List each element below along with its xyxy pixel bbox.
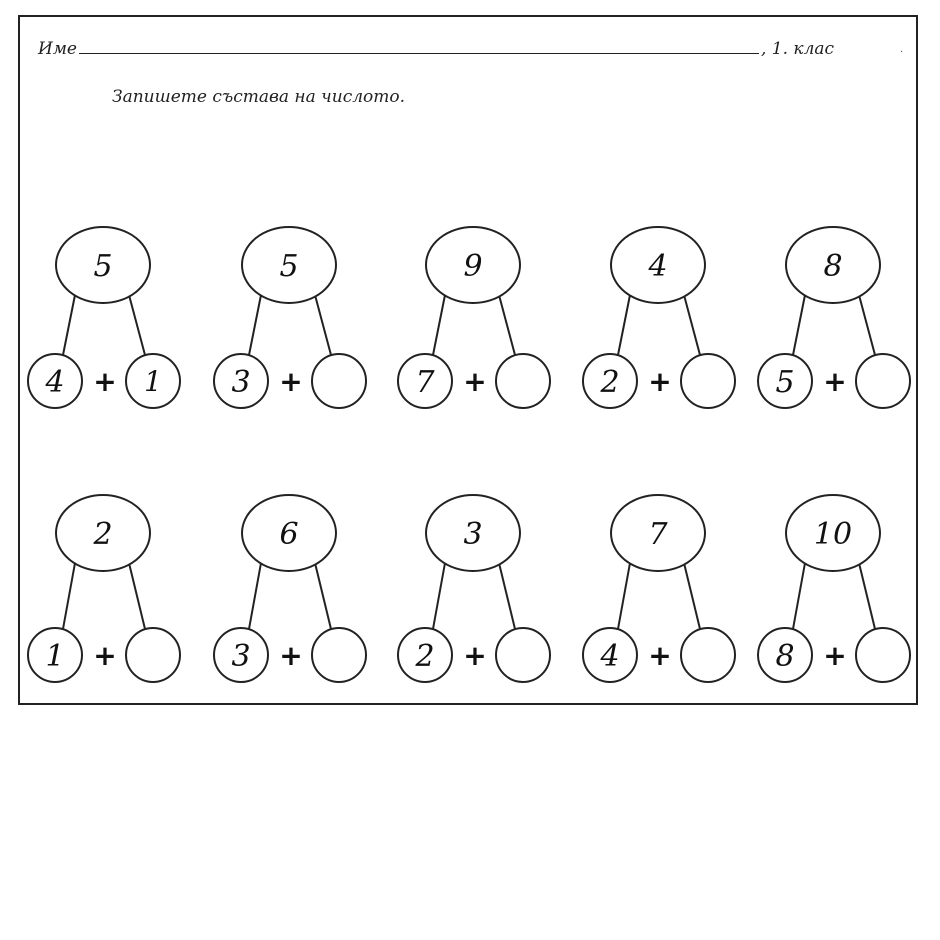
bond-branch-left — [618, 295, 630, 355]
bond-branch-right — [129, 563, 145, 629]
bond-branch-right — [315, 295, 331, 355]
bond-branch-right — [684, 563, 700, 629]
addend-right-circle[interactable] — [496, 354, 550, 408]
total-number: 7 — [648, 517, 668, 552]
addend-right-circle[interactable] — [681, 628, 735, 682]
stray-dot: · — [900, 47, 904, 58]
bond-branch-left — [618, 563, 630, 629]
name-label: Име — [38, 39, 77, 59]
plus-sign: + — [93, 365, 117, 398]
bond-branch-right — [684, 295, 700, 355]
plus-sign: + — [648, 639, 672, 672]
plus-sign: + — [463, 639, 487, 672]
total-number: 8 — [823, 249, 843, 284]
number-bond — [28, 227, 180, 408]
total-number: 4 — [648, 249, 668, 284]
addend-right-circle[interactable] — [312, 354, 366, 408]
grade-label: , 1. клас — [760, 39, 835, 59]
bond-branch-right — [129, 295, 145, 355]
plus-sign: + — [463, 365, 487, 398]
plus-sign: + — [823, 639, 847, 672]
addend-right-circle[interactable] — [126, 628, 180, 682]
bond-branch-right — [499, 563, 515, 629]
total-number: 10 — [813, 517, 853, 552]
addend-right-circle[interactable] — [312, 628, 366, 682]
plus-sign: + — [279, 365, 303, 398]
number-bond — [398, 227, 550, 408]
bond-branch-left — [249, 563, 261, 629]
number-bond — [583, 227, 735, 408]
bond-branch-left — [63, 563, 75, 629]
plus-sign: + — [823, 365, 847, 398]
addend-right-circle[interactable] — [681, 354, 735, 408]
plus-sign: + — [93, 639, 117, 672]
instruction-text: Запишете състава на числото. — [112, 87, 406, 107]
bond-branch-left — [433, 295, 445, 355]
addend-right-circle[interactable] — [856, 354, 910, 408]
bond-branch-right — [859, 563, 875, 629]
addend-left-number: 7 — [415, 365, 435, 400]
plus-sign: + — [648, 365, 672, 398]
bond-branch-right — [315, 563, 331, 629]
number-bond — [214, 495, 366, 682]
addend-left-number: 3 — [231, 365, 251, 400]
total-number: 2 — [93, 517, 113, 552]
addend-left-number: 1 — [45, 639, 65, 674]
addend-right-circle[interactable] — [496, 628, 550, 682]
total-number: 9 — [463, 249, 483, 284]
number-bond — [398, 495, 550, 682]
bond-branch-left — [793, 563, 805, 629]
bond-branch-left — [249, 295, 261, 355]
plus-sign: + — [279, 639, 303, 672]
addend-right-number: 1 — [144, 365, 162, 398]
addend-left-number: 2 — [415, 639, 435, 674]
addend-left-number: 4 — [600, 639, 620, 674]
bond-branch-right — [499, 295, 515, 355]
addend-right-circle[interactable] — [856, 628, 910, 682]
total-number: 5 — [279, 249, 299, 284]
addend-left-number: 3 — [231, 639, 251, 674]
number-bond — [28, 495, 180, 682]
number-bond — [758, 227, 910, 408]
addend-left-number: 4 — [45, 365, 65, 400]
addend-left-number: 2 — [600, 365, 620, 400]
number-bond — [214, 227, 366, 408]
bond-branch-left — [433, 563, 445, 629]
bond-branch-right — [859, 295, 875, 355]
total-number: 3 — [463, 517, 483, 552]
bond-branch-left — [793, 295, 805, 355]
total-number: 5 — [93, 249, 113, 284]
number-bond — [583, 495, 735, 682]
number-bond — [758, 495, 910, 682]
addend-left-number: 5 — [775, 365, 795, 400]
total-number: 6 — [279, 517, 299, 552]
addend-left-number: 8 — [775, 639, 795, 674]
bond-branch-left — [63, 295, 75, 355]
